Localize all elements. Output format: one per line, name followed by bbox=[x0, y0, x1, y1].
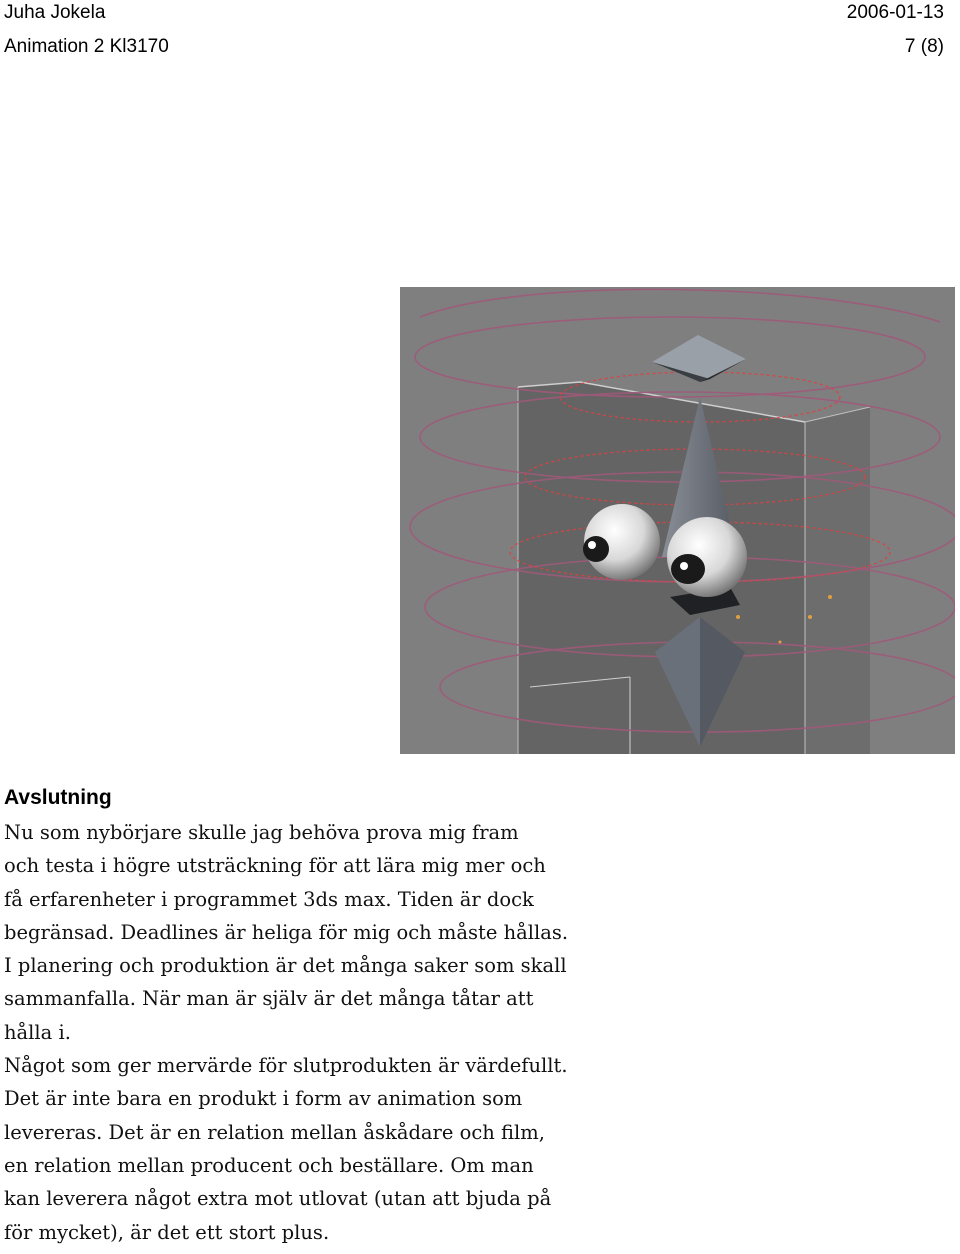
render-figure bbox=[400, 287, 955, 754]
body-paragraph bbox=[4, 816, 624, 1249]
text-line: sammanfalla. När man är själv är det många tåtar att bbox=[4, 987, 534, 1011]
text-line: för mycket), är det ett stort plus. bbox=[4, 1220, 330, 1244]
render-illustration bbox=[400, 287, 955, 754]
text-line: och testa i högre utsträckning för att lära mig mer och bbox=[4, 854, 546, 878]
text-line: I planering och produktion är det många saker som skall bbox=[4, 954, 567, 978]
text-line: Nu som nybörjare skulle jag behöva prova mig fram bbox=[4, 821, 519, 844]
text-line: Något som ger mervärde för slutprodukten är värdefullt. bbox=[4, 1054, 568, 1078]
text-line: kan leverera något extra mot utlovat (utan att bjuda på bbox=[4, 1187, 552, 1211]
text-line: hålla i. bbox=[4, 1020, 71, 1044]
page-number: 7 (8) bbox=[904, 36, 944, 57]
section-title: Avslutning bbox=[4, 786, 112, 809]
header-author: Juha Jokela bbox=[4, 2, 106, 23]
text-line: begränsad. Deadlines är heliga för mig och måste hållas. bbox=[4, 920, 569, 944]
text-line: få erfarenheter i programmet 3ds max. Tiden är dock bbox=[4, 887, 534, 911]
text-line: levereras. Det är en relation mellan åskådare och film, bbox=[4, 1120, 545, 1144]
text-line: en relation mellan producent och beställare. Om man bbox=[4, 1153, 534, 1177]
header-course: Animation 2 Kl3170 bbox=[4, 36, 169, 57]
header-date: 2006-01-13 bbox=[846, 2, 944, 23]
text-line: Det är inte bara en produkt i form av animation som bbox=[4, 1087, 523, 1111]
